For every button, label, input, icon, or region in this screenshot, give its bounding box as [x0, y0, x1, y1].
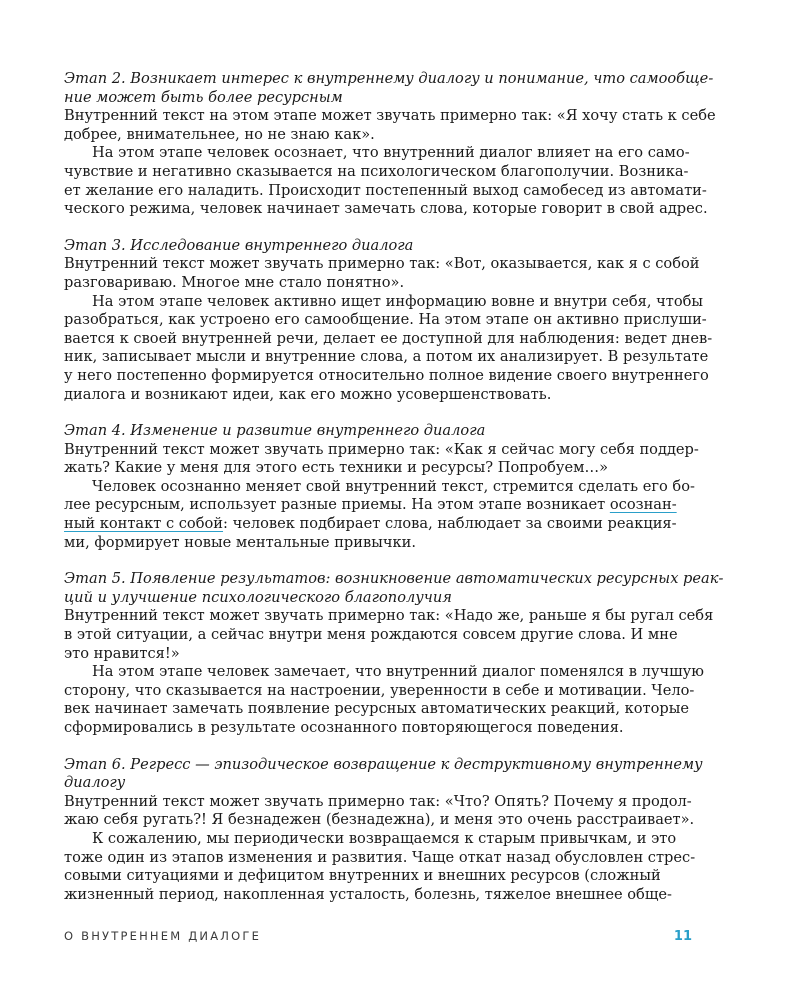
example-line: разговариваю. Многое мне стало понятно». [64, 273, 405, 291]
paragraph-line: ческого режима, человек начинает замечать слова, которые говорит в свой адрес. [64, 200, 708, 218]
stage-5-heading [64, 570, 734, 607]
paragraph-line: На этом этапе человек замечает, что внутренний диалог поменялся в лучшую [92, 663, 704, 681]
heading-line: Этап 3. Исследование внутреннего диалога [64, 236, 414, 254]
stage-3-example [64, 255, 734, 292]
heading-line: ние может быть более ресурсным [64, 88, 343, 106]
paragraph-line: сформировались в результате осознанного повторяющегося поведения. [64, 719, 624, 736]
stage-2-example [64, 107, 734, 144]
stage-5-example [64, 607, 734, 663]
paragraph-line: На этом этапе человек осознает, что внутренний диалог влияет на его само- [92, 144, 690, 162]
stage-5-paragraph [64, 663, 734, 737]
page-footer [64, 929, 692, 944]
paragraph-line: сторону, что сказывается на настроении, уверенности в себе и мотивации. Чело- [64, 681, 695, 699]
heading-line: Этап 4. Изменение и развитие внутреннего диалога [64, 422, 486, 440]
paragraph-line [64, 515, 734, 534]
heading-line: Этап 2. Возникает интерес к внутреннему диалогу и понимание, что самообще- [64, 70, 714, 87]
stage-2-section [64, 70, 734, 219]
conscious-contact-link[interactable]: осознан- [609, 496, 677, 514]
conscious-contact-link[interactable]: ный контакт с собой [64, 515, 224, 533]
heading-line: Этап 5. Появление результатов: возникновение автоматических ресурсных реак- [64, 570, 724, 588]
paragraph-line: чувствие и негативно сказывается на психологическом благополучии. Возника- [64, 162, 689, 180]
paragraph-line: Человек осознанно меняет свой внутренний текст, стремится сделать его бо- [92, 477, 695, 495]
paragraph-line: ми, формирует новые ментальные привычки. [64, 533, 416, 551]
stage-4-heading [64, 422, 734, 441]
page-number: 11 [673, 929, 692, 944]
paragraph-line: у него постепенно формируется относительно полное видение своего внутреннего [64, 366, 709, 384]
paragraph-line: К сожалению, мы периодически возвращаемся к старым привычкам, и это [92, 829, 677, 847]
stage-3-section [64, 237, 734, 404]
stage-3-heading [64, 237, 734, 256]
stage-5-section [64, 570, 734, 737]
paragraph-line: тоже один из этапов изменения и развития. Чаще откат назад обусловлен стрес- [64, 848, 696, 866]
stage-6-section [64, 756, 734, 905]
stage-4-paragraph [64, 478, 734, 552]
example-line: Внутренний текст может звучать примерно так: «Надо же, раньше я бы ругал себя [64, 607, 714, 625]
stage-4-example [64, 441, 734, 478]
paragraph-line: диалога и возникают идеи, как его можно усовершенствовать. [64, 385, 552, 403]
example-line: Внутренний текст может звучать примерно так: «Вот, оказывается, как я с собой [64, 255, 700, 273]
paragraph-text: : человек подбирает слова, наблюдает за своими реакция- [223, 515, 677, 533]
stage-6-example [64, 793, 734, 830]
paragraph-line: вается к своей внутренней речи, делает ее доступной для наблюдения: ведет днев- [64, 329, 713, 347]
stage-3-paragraph [64, 293, 734, 405]
paragraph-line: ник, записывает мысли и внутренние слова, а потом их анализирует. В результате [64, 348, 709, 366]
heading-line: диалогу [64, 774, 126, 792]
paragraph-line: разобраться, как устроено его самообщение. На этом этапе он активно прислуши- [64, 311, 707, 329]
paragraph-line [64, 496, 734, 515]
running-title: О ВНУТРЕННЕМ ДИАЛОГЕ [64, 929, 262, 943]
paragraph-text: лее ресурсным, использует разные приемы. На этом этапе возникает [64, 496, 610, 514]
example-line: Внутренний текст может звучать примерно так: «Как я сейчас могу себя поддер- [64, 440, 699, 458]
stage-4-section [64, 422, 734, 552]
stage-6-heading [64, 756, 734, 793]
heading-line: Этап 6. Регресс — эпизодическое возвращение к деструктивному внутреннему [64, 755, 703, 773]
example-line: добрее, внимательнее, но не знаю как». [64, 125, 375, 143]
example-line: Внутренний текст на этом этапе может звучать примерно так: «Я хочу стать к себе [64, 107, 716, 125]
paragraph-line: ет желание его наладить. Происходит постепенный выход самобесед из автомати- [64, 181, 707, 199]
heading-line: ций и улучшение психологического благополучия [64, 588, 452, 606]
paragraph-line: совыми ситуациями и дефицитом внутренних и внешних ресурсов (сложный [64, 867, 661, 885]
stage-2-heading [64, 70, 734, 107]
stage-6-paragraph [64, 830, 734, 904]
stage-2-paragraph [64, 144, 734, 218]
paragraph-line: век начинает замечать появление ресурсных автоматических реакций, которые [64, 700, 689, 718]
example-line: Внутренний текст может звучать примерно так: «Что? Опять? Почему я продол- [64, 792, 692, 810]
example-line: жаю себя ругать?! Я безнадежен (безнадежна), и меня это очень расстраивает». [64, 811, 695, 829]
example-line: это нравится!» [64, 644, 180, 662]
page-body [64, 70, 734, 922]
example-line: жать? Какие у меня для этого есть техники и ресурсы? Попробуем…» [64, 459, 609, 477]
example-line: в этой ситуации, а сейчас внутри меня рождаются совсем другие слова. И мне [64, 626, 678, 644]
paragraph-line: жизненный период, накопленная усталость, болезнь, тяжелое внешнее обще- [64, 885, 672, 903]
paragraph-line: На этом этапе человек активно ищет информацию вовне и внутри себя, чтобы [92, 292, 704, 310]
